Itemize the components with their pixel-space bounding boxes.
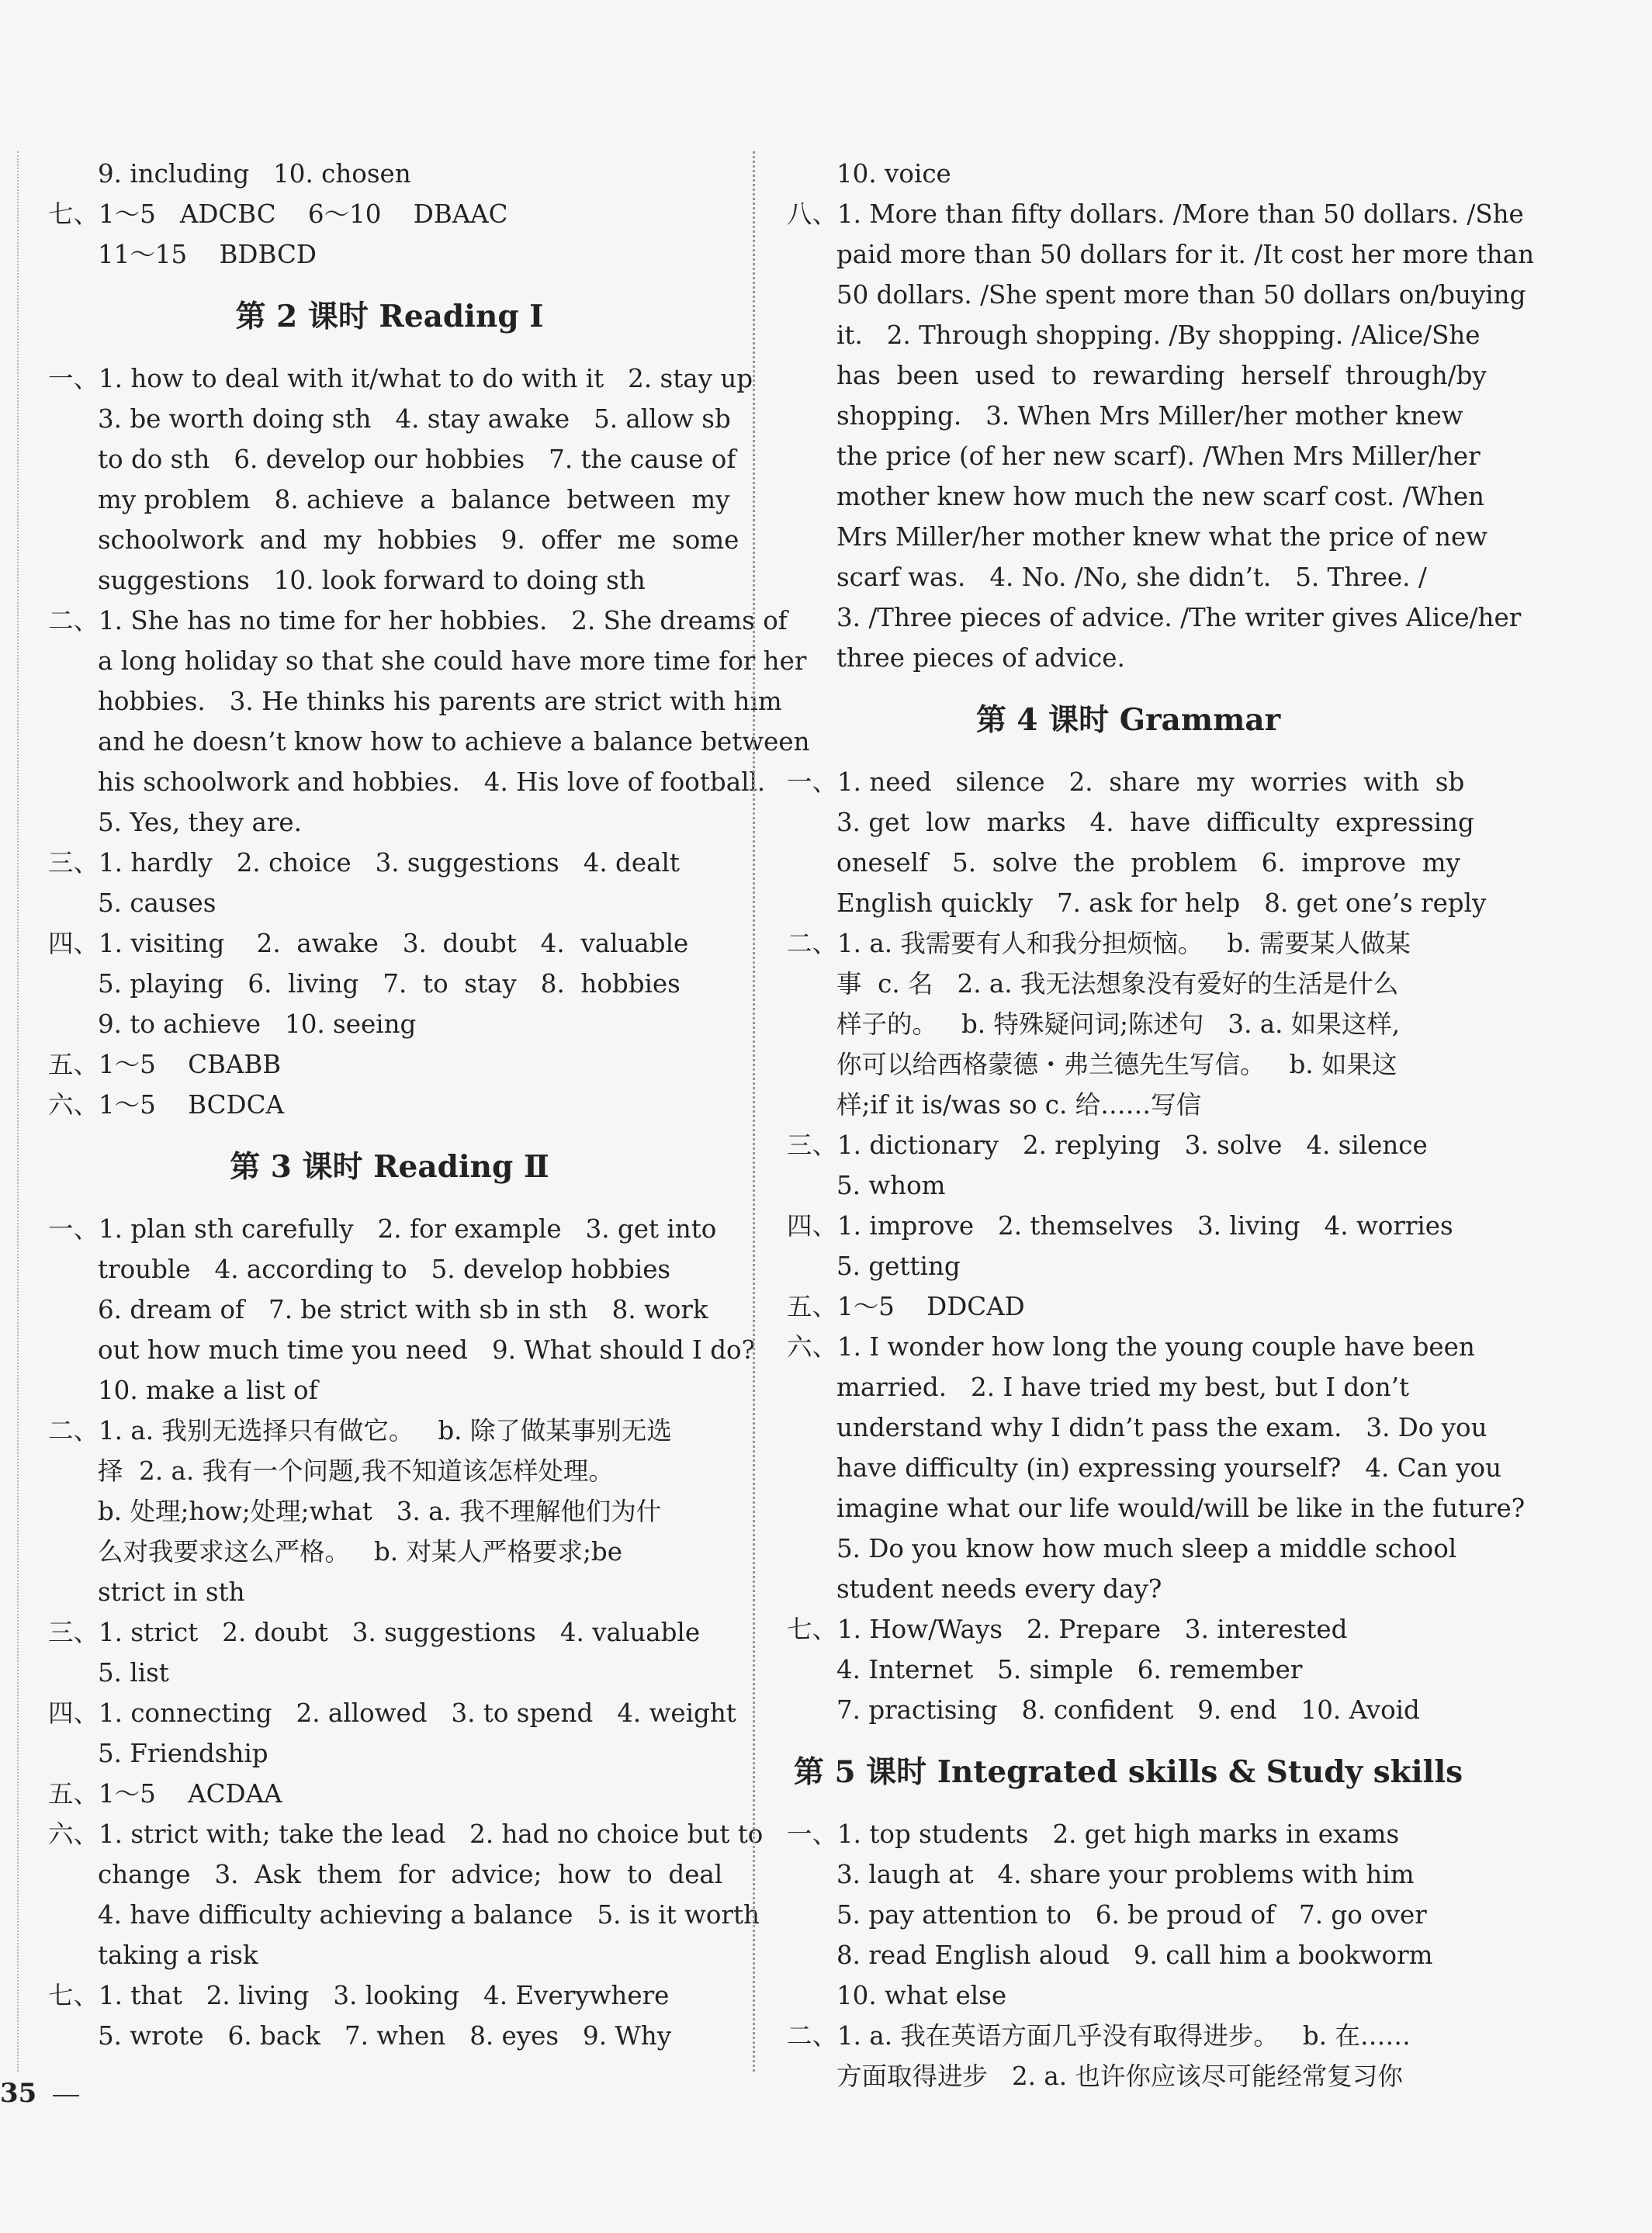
answer-line-continued: schoolwork and my hobbies 9. offer me some	[98, 525, 739, 555]
answer-line: 二、1. a. 我别无选择只有做它。 b. 除了做某事别无选	[48, 1416, 672, 1445]
answer-line-continued: 样;if it is/was so c. 给……写信	[836, 1090, 1202, 1120]
answer-line-continued: a long holiday so that she could have more time for her	[98, 646, 807, 676]
answer-line: 七、1～5 ADCBC 6～10 DBAAC	[48, 199, 508, 229]
section-heading: 第 3 课时 Reading Ⅱ	[230, 1149, 549, 1185]
section-heading: 第 2 课时 Reading Ⅰ	[235, 299, 544, 334]
answer-line-continued: it. 2. Through shopping. /By shopping. /Alice/She	[836, 320, 1481, 350]
answer-line-continued: English quickly 7. ask for help 8. get one’s reply	[836, 888, 1487, 918]
answer-line-continued: Mrs Miller/her mother knew what the price of new	[836, 522, 1488, 552]
answer-line: 四、1. visiting 2. awake 3. doubt 4. valuable	[48, 929, 689, 958]
answer-line-continued: to do sth 6. develop our hobbies 7. the cause of	[98, 445, 736, 474]
answer-line-continued: 8. read English aloud 9. call him a bookworm	[836, 1940, 1433, 1970]
answer-line-continued: taking a risk	[98, 1940, 258, 1970]
answer-line-continued: 5. getting	[836, 1252, 961, 1281]
answer-line: 六、1. I wonder how long the young couple have been	[787, 1332, 1475, 1362]
answer-line-continued: trouble 4. according to 5. develop hobbies	[98, 1255, 671, 1284]
answer-line-continued: 10. voice	[836, 159, 951, 189]
answer-line-continued: paid more than 50 dollars for it. /It cost her more than	[836, 240, 1535, 269]
answer-line-continued: 50 dollars. /She spent more than 50 dollars on/buying	[836, 280, 1526, 310]
answer-line-continued: student needs every day?	[836, 1574, 1162, 1604]
answer-line-continued: has been used to rewarding herself through/by	[836, 361, 1487, 390]
answer-line-continued: 11～15 BDBCD	[98, 240, 317, 269]
answer-line-continued: suggestions 10. look forward to doing sth	[98, 566, 646, 595]
section-heading: 第 4 课时 Grammar	[975, 702, 1281, 738]
answer-line-continued: and he doesn’t know how to achieve a balance between	[98, 727, 810, 756]
answer-line-continued: 5. causes	[98, 888, 216, 918]
answer-line-continued: change 3. Ask them for advice; how to deal	[98, 1860, 723, 1889]
page-number-dash	[53, 2095, 79, 2096]
answer-line: 一、1. how to deal with it/what to do with it 2. stay up	[48, 364, 753, 393]
answer-line-continued: married. 2. I have tried my best, but I don’t	[836, 1373, 1410, 1402]
answer-line: 二、1. a. 我需要有人和我分担烦恼。 b. 需要某人做某	[787, 929, 1411, 958]
answer-line-continued: scarf was. 4. No. /No, she didn’t. 5. Three. /	[836, 563, 1427, 592]
section-heading: 第 5 课时 Integrated skills & Study skills	[793, 1754, 1463, 1790]
answer-line-continued: 你可以给西格蒙德・弗兰德先生写信。 b. 如果这	[836, 1050, 1397, 1079]
answer-line-continued: 5. Friendship	[98, 1739, 268, 1768]
answer-line-continued: b. 处理;how;处理;what 3. a. 我不理解他们为什	[98, 1497, 662, 1526]
answer-line-continued: 3. /Three pieces of advice. /The writer gives Alice/her	[836, 603, 1522, 632]
answer-line-continued: oneself 5. solve the problem 6. improve my	[836, 848, 1460, 878]
answer-line-continued: hobbies. 3. He thinks his parents are strict with him	[98, 687, 782, 716]
page-number: 35	[0, 2078, 37, 2109]
answer-line-continued: 10. make a list of	[98, 1376, 318, 1405]
answer-line-continued: strict in sth	[98, 1577, 245, 1607]
answer-line-continued: 5. list	[98, 1658, 169, 1688]
answer-line: 五、1～5 DDCAD	[787, 1292, 1025, 1321]
answer-line-continued: 7. practising 8. confident 9. end 10. Avoid	[836, 1695, 1420, 1725]
answer-line: 七、1. How/Ways 2. Prepare 3. interested	[787, 1615, 1348, 1644]
answer-line: 六、1～5 BCDCA	[48, 1090, 284, 1120]
answer-line-continued: out how much time you need 9. What should I do?	[98, 1335, 756, 1365]
answer-line-continued: 择 2. a. 我有一个问题,我不知道该怎样处理。	[98, 1456, 614, 1486]
answer-line-continued: 么对我要求这么严格。 b. 对某人严格要求;be	[98, 1537, 622, 1567]
answer-line-continued: 5. whom	[836, 1171, 946, 1200]
answer-line-continued: 6. dream of 7. be strict with sb in sth 8. work	[98, 1295, 708, 1324]
answer-line-continued: 9. including 10. chosen	[98, 159, 411, 189]
answer-line-continued: 5. Yes, they are.	[98, 808, 302, 837]
answer-line: 一、1. plan sth carefully 2. for example 3. get into	[48, 1214, 717, 1244]
answer-line-continued: 4. Internet 5. simple 6. remember	[836, 1655, 1303, 1684]
answer-line-continued: 3. laugh at 4. share your problems with him	[836, 1860, 1415, 1889]
answer-line-continued: 样子的。 b. 特殊疑问词;陈述句 3. a. 如果这样,	[836, 1009, 1401, 1039]
answer-line-continued: imagine what our life would/will be like in the future?	[836, 1494, 1526, 1523]
left-margin-rule	[17, 151, 19, 2072]
answer-line: 二、1. She has no time for her hobbies. 2. She dreams of	[48, 606, 788, 635]
column-divider	[753, 151, 755, 2072]
answer-line-continued: 5. playing 6. living 7. to stay 8. hobbies	[98, 969, 681, 999]
answer-line-continued: his schoolwork and hobbies. 4. His love of football.	[98, 767, 766, 797]
answer-line-continued: 10. what else	[836, 1981, 1007, 2010]
answer-line-continued: the price (of her new scarf). /When Mrs Miller/her	[836, 441, 1481, 471]
answer-line: 一、1. top students 2. get high marks in exams	[787, 1819, 1400, 1849]
answer-line-continued: 5. pay attention to 6. be proud of 7. go over	[836, 1900, 1427, 1930]
answer-line-continued: 事 c. 名 2. a. 我无法想象没有爱好的生活是什么	[836, 969, 1399, 999]
answer-line: 一、1. need silence 2. share my worries with sb	[787, 767, 1465, 797]
answer-line: 五、1～5 CBABB	[48, 1050, 282, 1079]
answer-line-continued: my problem 8. achieve a balance between my	[98, 485, 730, 514]
answer-line-continued: have difficulty (in) expressing yourself? 4. Can you	[836, 1453, 1502, 1483]
answer-line-continued: 5. Do you know how much sleep a middle school	[836, 1534, 1457, 1563]
answer-line: 四、1. connecting 2. allowed 3. to spend 4. weight	[48, 1698, 736, 1728]
answer-line: 八、1. More than fifty dollars. /More than 50 dollars. /She	[787, 199, 1524, 229]
answer-line: 六、1. strict with; take the lead 2. had no choice but to	[48, 1819, 764, 1849]
answer-line: 三、1. hardly 2. choice 3. suggestions 4. dealt	[48, 848, 680, 878]
answer-line-continued: 4. have difficulty achieving a balance 5. is it worth	[98, 1900, 760, 1930]
answer-line: 七、1. that 2. living 3. looking 4. Everywhere	[48, 1981, 670, 2010]
answer-line-continued: 5. wrote 6. back 7. when 8. eyes 9. Why	[98, 2021, 672, 2051]
answer-line-continued: three pieces of advice.	[836, 643, 1125, 673]
answer-line-continued: 3. be worth doing sth 4. stay awake 5. allow sb	[98, 404, 731, 434]
answer-line: 四、1. improve 2. themselves 3. living 4. worries	[787, 1211, 1453, 1241]
answer-line-continued: 3. get low marks 4. have difficulty expressing	[836, 808, 1474, 837]
answer-line: 三、1. strict 2. doubt 3. suggestions 4. valuable	[48, 1618, 701, 1647]
left-column	[48, 154, 810, 2056]
right-column	[787, 154, 1535, 2096]
answer-line-continued: understand why I didn’t pass the exam. 3. Do you	[836, 1413, 1487, 1442]
answer-line: 五、1～5 ACDAA	[48, 1779, 282, 1809]
answer-line-continued: shopping. 3. When Mrs Miller/her mother knew	[836, 401, 1463, 431]
answer-line: 三、1. dictionary 2. replying 3. solve 4. silence	[787, 1130, 1428, 1160]
answer-line: 二、1. a. 我在英语方面几乎没有取得进步。 b. 在……	[787, 2021, 1411, 2051]
answer-line-continued: 9. to achieve 10. seeing	[98, 1009, 417, 1039]
answer-line-continued: 方面取得进步 2. a. 也许你应该尽可能经常复习你	[836, 2062, 1403, 2091]
answer-line-continued: mother knew how much the new scarf cost. /When	[836, 482, 1484, 511]
